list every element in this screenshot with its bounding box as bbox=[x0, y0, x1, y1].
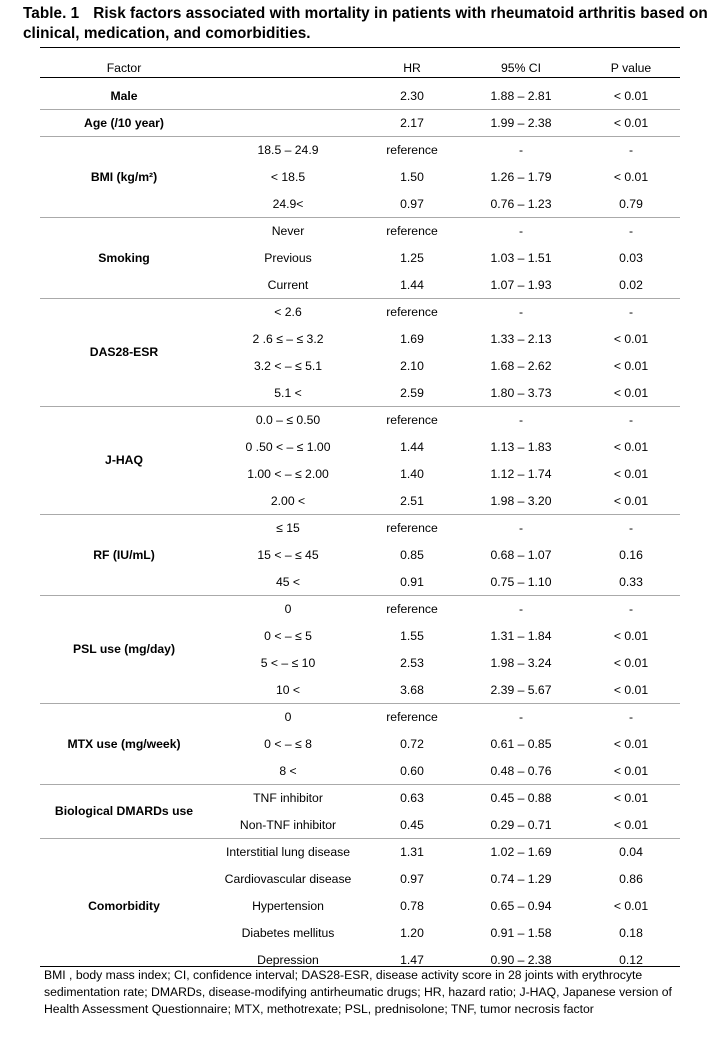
ci-cell: 0.29 – 0.71 bbox=[490, 818, 552, 832]
hr-cell: 2.30 bbox=[400, 89, 424, 103]
hr-cell: reference bbox=[386, 602, 438, 616]
group-divider bbox=[40, 595, 680, 596]
p-value-cell: < 0.01 bbox=[613, 494, 649, 508]
table-caption bbox=[23, 4, 718, 44]
group-divider bbox=[40, 136, 680, 137]
factor-label: Comorbidity bbox=[88, 898, 160, 913]
p-value-cell: 0.16 bbox=[619, 548, 643, 562]
p-value-cell: 0.03 bbox=[619, 251, 643, 265]
hr-cell: 2.10 bbox=[400, 359, 424, 373]
level-cell: 0 < – ≤ 8 bbox=[264, 737, 312, 751]
hr-cell: 2.59 bbox=[400, 386, 424, 400]
table-footnote: BMI , body mass index; CI, confidence interval; DAS28-ESR, disease activity score in 28 joints with erythrocyte sedimentation rate; DMARDs, disease-modifying antirheumatic drugs; HR, hazard ratio; J-HAQ, Japanese version of Health Assessment Questionnaire; MTX, methotrexate; PSL, prednisolone; TNF, tumor necrosis factor bbox=[44, 968, 672, 1016]
p-value-cell: 0.79 bbox=[619, 197, 643, 211]
p-value-cell: - bbox=[628, 521, 634, 535]
hr-cell: reference bbox=[386, 521, 438, 535]
level-cell: 0 bbox=[284, 710, 292, 724]
group-divider bbox=[40, 298, 680, 299]
group-divider bbox=[40, 784, 680, 785]
factor-label: DAS28-ESR bbox=[89, 345, 159, 359]
ci-cell: 1.31 – 1.84 bbox=[490, 629, 552, 643]
ci-cell: 1.26 – 1.79 bbox=[490, 170, 552, 184]
ci-cell: 1.13 – 1.83 bbox=[490, 440, 552, 454]
level-cell: 5.1 < bbox=[274, 386, 302, 400]
group-divider bbox=[40, 514, 680, 515]
level-cell: 1.00 < – ≤ 2.00 bbox=[247, 467, 329, 481]
ci-cell: 1.02 – 1.69 bbox=[490, 845, 552, 859]
p-value-cell: < 0.01 bbox=[613, 386, 649, 400]
p-value-cell: 0.18 bbox=[619, 926, 643, 940]
hr-cell: 1.50 bbox=[400, 170, 424, 184]
p-value-cell: < 0.01 bbox=[613, 818, 649, 832]
ci-cell: 0.45 – 0.88 bbox=[490, 791, 552, 805]
p-value-cell: < 0.01 bbox=[613, 737, 649, 751]
level-cell: < 2.6 bbox=[274, 305, 302, 319]
hr-cell: reference bbox=[386, 305, 438, 319]
ci-cell: - bbox=[518, 602, 524, 616]
hr-cell: 1.44 bbox=[400, 278, 424, 292]
ci-cell: 0.76 – 1.23 bbox=[490, 197, 552, 211]
hr-cell: 0.63 bbox=[400, 791, 424, 805]
ci-cell: 0.74 – 1.29 bbox=[490, 872, 552, 886]
level-cell: Non-TNF inhibitor bbox=[239, 818, 337, 832]
factor-label: Smoking bbox=[98, 250, 150, 265]
factor-label: Male bbox=[110, 88, 138, 103]
group-divider bbox=[40, 217, 680, 218]
p-value-cell: < 0.01 bbox=[613, 359, 649, 373]
hr-cell: 0.60 bbox=[400, 764, 424, 778]
p-value-cell: 0.02 bbox=[619, 278, 643, 292]
level-cell: Cardiovascular disease bbox=[224, 872, 352, 886]
ci-cell: 0.61 – 0.85 bbox=[490, 737, 552, 751]
factor-label: J-HAQ bbox=[105, 453, 143, 467]
level-cell: 45 < bbox=[275, 575, 301, 589]
level-cell: 2.00 < bbox=[270, 494, 306, 508]
level-cell: 0 bbox=[284, 602, 292, 616]
p-value-cell: < 0.01 bbox=[613, 170, 649, 184]
hr-cell: 0.72 bbox=[400, 737, 424, 751]
ci-cell: - bbox=[518, 305, 524, 319]
p-value-cell: < 0.01 bbox=[613, 656, 649, 670]
level-cell: 5 < – ≤ 10 bbox=[260, 656, 316, 670]
p-value-cell: - bbox=[628, 413, 634, 427]
p-value-cell: < 0.01 bbox=[613, 332, 649, 346]
factor-label: Biological DMARDs use bbox=[54, 804, 194, 818]
hr-cell: 0.97 bbox=[400, 197, 424, 211]
table-number: Table. 1 bbox=[23, 5, 80, 22]
p-value-cell: < 0.01 bbox=[613, 764, 649, 778]
p-value-cell: 0.12 bbox=[619, 953, 643, 967]
ci-cell: 1.12 – 1.74 bbox=[490, 467, 552, 481]
p-value-cell: 0.04 bbox=[619, 845, 643, 859]
level-cell: 3.2 < – ≤ 5.1 bbox=[253, 359, 323, 373]
hr-cell: reference bbox=[386, 224, 438, 238]
ci-cell: 1.98 – 3.24 bbox=[490, 656, 552, 670]
table-title: Risk factors associated with mortality in patients with rheumatoid arthritis based on clinical, medication, and comorbidities. bbox=[23, 5, 708, 42]
p-value-cell: - bbox=[628, 305, 634, 319]
hr-cell: 1.44 bbox=[400, 440, 424, 454]
ci-cell: 1.80 – 3.73 bbox=[490, 386, 552, 400]
ci-cell: 0.48 – 0.76 bbox=[490, 764, 552, 778]
p-value-cell: 0.86 bbox=[619, 872, 643, 886]
hr-cell: 1.31 bbox=[400, 845, 424, 859]
p-value-cell: < 0.01 bbox=[613, 899, 649, 913]
hr-cell: 2.17 bbox=[400, 116, 424, 130]
factor-label: Age (/10 year) bbox=[84, 115, 164, 130]
hr-cell: 1.69 bbox=[400, 332, 424, 346]
p-value-cell: < 0.01 bbox=[613, 116, 649, 130]
level-cell: 15 < – ≤ 45 bbox=[257, 548, 319, 562]
level-cell: 2 .6 ≤ – ≤ 3.2 bbox=[252, 332, 324, 346]
p-value-cell: < 0.01 bbox=[613, 629, 649, 643]
ci-cell: - bbox=[518, 413, 524, 427]
ci-cell: 0.75 – 1.10 bbox=[490, 575, 552, 589]
ci-cell: 0.91 – 1.58 bbox=[490, 926, 552, 940]
level-cell: TNF inhibitor bbox=[253, 791, 323, 805]
hr-cell: 0.97 bbox=[400, 872, 424, 886]
ci-cell: - bbox=[518, 224, 524, 238]
factor-label: MTX use (mg/week) bbox=[67, 736, 181, 751]
ci-cell: 1.99 – 2.38 bbox=[490, 116, 552, 130]
p-value-cell: < 0.01 bbox=[613, 683, 649, 697]
hr-cell: 2.51 bbox=[400, 494, 424, 508]
level-cell: Diabetes mellitus bbox=[241, 926, 335, 940]
ci-cell: 0.68 – 1.07 bbox=[490, 548, 552, 562]
hr-cell: 1.47 bbox=[400, 953, 424, 967]
factor-label: BMI (kg/m²) bbox=[90, 169, 158, 184]
ci-cell: 0.65 – 0.94 bbox=[490, 899, 552, 913]
hr-cell: 2.53 bbox=[400, 656, 424, 670]
ci-cell: - bbox=[518, 710, 524, 724]
hr-cell: 1.20 bbox=[400, 926, 424, 940]
factor-label: PSL use (mg/day) bbox=[72, 642, 176, 656]
header-p-value: P value bbox=[610, 61, 652, 75]
level-cell: ≤ 15 bbox=[276, 521, 300, 535]
group-divider bbox=[40, 838, 680, 839]
level-cell: 18.5 – 24.9 bbox=[257, 143, 319, 157]
hr-cell: 0.85 bbox=[400, 548, 424, 562]
group-divider bbox=[40, 109, 680, 110]
level-cell: Previous bbox=[264, 251, 312, 265]
hr-cell: 0.91 bbox=[400, 575, 424, 589]
p-value-cell: < 0.01 bbox=[613, 467, 649, 481]
p-value-cell: - bbox=[628, 710, 634, 724]
level-cell: Hypertension bbox=[252, 899, 324, 913]
level-cell: 10 < bbox=[275, 683, 301, 697]
ci-cell: - bbox=[518, 521, 524, 535]
level-cell: Depression bbox=[257, 953, 319, 967]
hr-cell: reference bbox=[386, 413, 438, 427]
p-value-cell: - bbox=[628, 224, 634, 238]
p-value-cell: - bbox=[628, 602, 634, 616]
level-cell: 0 < – ≤ 5 bbox=[264, 629, 312, 643]
ci-cell: 1.98 – 3.20 bbox=[490, 494, 552, 508]
ci-cell: 1.88 – 2.81 bbox=[490, 89, 552, 103]
header-ci: 95% CI bbox=[501, 61, 541, 75]
header-hr: HR bbox=[403, 61, 421, 75]
ci-cell: 1.68 – 2.62 bbox=[490, 359, 552, 373]
hr-cell: reference bbox=[386, 710, 438, 724]
level-cell: 0.0 – ≤ 0.50 bbox=[255, 413, 321, 427]
p-value-cell: < 0.01 bbox=[613, 791, 649, 805]
ci-cell: 1.03 – 1.51 bbox=[490, 251, 552, 265]
level-cell: 8 < bbox=[279, 764, 297, 778]
p-value-cell: 0.33 bbox=[619, 575, 643, 589]
hr-cell: 1.55 bbox=[400, 629, 424, 643]
ci-cell: 0.90 – 2.38 bbox=[490, 953, 552, 967]
p-value-cell: - bbox=[628, 143, 634, 157]
p-value-cell: < 0.01 bbox=[613, 440, 649, 454]
level-cell: Current bbox=[267, 278, 309, 292]
hr-cell: 3.68 bbox=[400, 683, 424, 697]
level-cell: < 18.5 bbox=[270, 170, 306, 184]
group-divider bbox=[40, 703, 680, 704]
hr-cell: 0.78 bbox=[400, 899, 424, 913]
hr-cell: 1.25 bbox=[400, 251, 424, 265]
level-cell: Never bbox=[271, 224, 305, 238]
ci-cell: 1.07 – 1.93 bbox=[490, 278, 552, 292]
level-cell: Interstitial lung disease bbox=[226, 845, 350, 859]
ci-cell: 1.33 – 2.13 bbox=[490, 332, 552, 346]
header-rule bbox=[40, 77, 680, 78]
level-cell: 0 .50 < – ≤ 1.00 bbox=[245, 440, 331, 454]
ci-cell: 2.39 – 5.67 bbox=[490, 683, 552, 697]
top-rule bbox=[40, 47, 680, 48]
factor-label: RF (IU/mL) bbox=[93, 547, 155, 562]
hr-cell: reference bbox=[386, 143, 438, 157]
group-divider bbox=[40, 406, 680, 407]
header-factor: Factor bbox=[106, 61, 142, 75]
hr-cell: 0.45 bbox=[400, 818, 424, 832]
ci-cell: - bbox=[518, 143, 524, 157]
p-value-cell: < 0.01 bbox=[613, 89, 649, 103]
level-cell: 24.9< bbox=[272, 197, 304, 211]
hr-cell: 1.40 bbox=[400, 467, 424, 481]
